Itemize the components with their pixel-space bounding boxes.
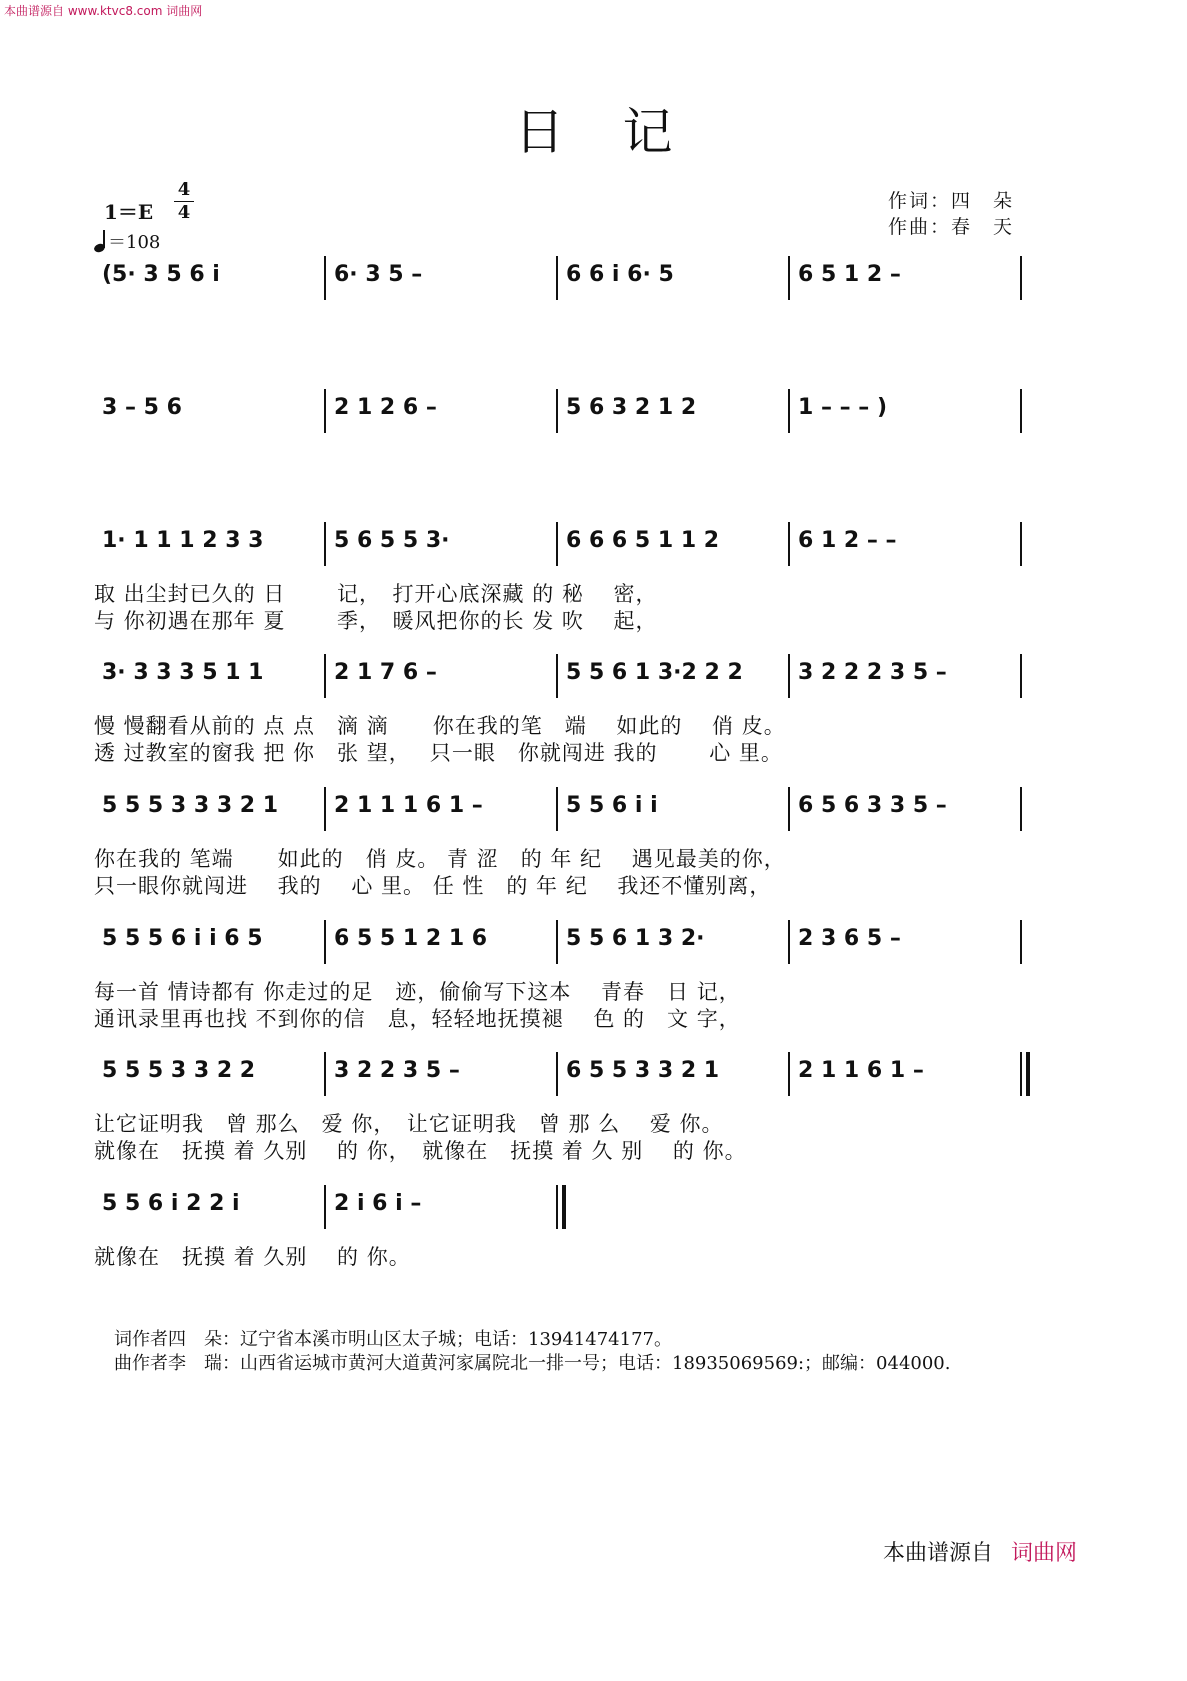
barline bbox=[324, 787, 326, 831]
watermark-site: 词曲网 bbox=[1010, 1541, 1077, 1566]
measure: 6 5 6 3 3 5 – bbox=[798, 793, 947, 818]
composer-contact: 曲作者李 瑞：山西省运城市黄河大道黄河家属院北一排一号；电话：18935069569:；邮编：044000. bbox=[114, 1353, 951, 1374]
measure: 6 6 i 6· 5 bbox=[566, 262, 674, 287]
barline bbox=[556, 654, 558, 698]
song-title: 日记 bbox=[514, 103, 731, 161]
measure: 6 5 1 2 – bbox=[798, 262, 901, 287]
measure: 2 i 6 i – bbox=[334, 1191, 422, 1216]
barline bbox=[1020, 256, 1022, 300]
measure: 2 1 2 6 – bbox=[334, 395, 437, 420]
score-row bbox=[94, 793, 1034, 897]
author-info bbox=[114, 1328, 950, 1376]
barline bbox=[556, 787, 558, 831]
barline bbox=[1020, 920, 1022, 964]
score-row bbox=[94, 1058, 1034, 1162]
measure: 5 5 6 i i bbox=[566, 793, 658, 818]
meter-top: 4 bbox=[177, 179, 191, 200]
watermark-top: 本曲谱源自 www.ktvc8.com 词曲网 bbox=[4, 4, 203, 18]
score-row bbox=[94, 528, 1034, 632]
measure: (5· 3 5 6 i bbox=[102, 262, 220, 287]
measure: 6 6 6 5 1 1 2 bbox=[566, 528, 720, 553]
lyric-line: 每一首 情诗都有 你走过的足 迹，偷偷写下这本 青春 日 记， bbox=[94, 980, 741, 1004]
barline bbox=[788, 389, 790, 433]
score-row bbox=[94, 262, 1034, 302]
barline bbox=[1020, 522, 1022, 566]
lyric-line: 慢 慢翻看从前的 点 点 滴 滴 你在我的笔 端 如此的 俏 皮。 bbox=[94, 714, 786, 738]
lyricist-contact: 词作者四 朵：辽宁省本溪市明山区太子城；电话：13941474177。 bbox=[114, 1329, 672, 1350]
barline bbox=[556, 1052, 558, 1096]
barline bbox=[1020, 1052, 1022, 1096]
barline bbox=[324, 920, 326, 964]
measure: 5 5 6 i 2 2 i bbox=[102, 1191, 240, 1216]
barline bbox=[556, 522, 558, 566]
barline bbox=[324, 522, 326, 566]
notes-line bbox=[94, 1058, 1034, 1098]
notes-line bbox=[94, 262, 1034, 302]
measure: 5 5 5 3 3 2 2 bbox=[102, 1058, 256, 1083]
barline bbox=[788, 654, 790, 698]
lyric-line: 透 过教室的窗我 把 你 张 望， 只一眼 你就闯进 我的 心 里。 bbox=[94, 741, 783, 765]
barline bbox=[1020, 389, 1022, 433]
barline bbox=[788, 256, 790, 300]
lyric-line: 让它证明我 曾 那么 爱 你， 让它证明我 曾 那 么 爱 你。 bbox=[94, 1112, 724, 1136]
measure: 2 3 6 5 – bbox=[798, 926, 901, 951]
barline bbox=[1020, 654, 1022, 698]
notes-line bbox=[94, 660, 1034, 700]
measure: 6 5 5 1 2 1 6 bbox=[334, 926, 488, 951]
lyric-line: 就像在 抚摸 着 久别 的 你。 bbox=[94, 1245, 411, 1269]
credits bbox=[888, 188, 1014, 240]
notes-line bbox=[94, 926, 1034, 966]
notes-line bbox=[94, 1191, 1034, 1231]
barline bbox=[788, 920, 790, 964]
measure: 5 5 6 1 3·2 2 2 bbox=[566, 660, 743, 685]
measure: 2 1 7 6 – bbox=[334, 660, 437, 685]
measure: 5 5 6 1 3 2· bbox=[566, 926, 705, 951]
time-signature bbox=[174, 180, 194, 223]
measure: 3 2 2 3 5 – bbox=[334, 1058, 460, 1083]
barline bbox=[556, 256, 558, 300]
measure: 1· 1 1 1 2 3 3 bbox=[102, 528, 264, 553]
barline bbox=[556, 920, 558, 964]
lyric-line: 取 出尘封已久的 日 记， 打开心底深藏 的 秘 密， bbox=[94, 582, 658, 606]
lyric-line: 你在我的 笔端 如此的 俏 皮。 青 涩 的 年 纪 遇见最美的你， bbox=[94, 847, 786, 871]
measure: 5 5 5 6 i i 6 5 bbox=[102, 926, 263, 951]
barline bbox=[788, 522, 790, 566]
measure: 2 1 1 1 6 1 – bbox=[334, 793, 483, 818]
notes-line bbox=[94, 793, 1034, 833]
lyric-line: 通讯录里再也找 不到你的信 息，轻轻地抚摸褪 色 的 文 字， bbox=[94, 1007, 741, 1031]
notes-line bbox=[94, 528, 1034, 568]
tempo-value: ＝108 bbox=[108, 232, 161, 253]
barline bbox=[556, 1185, 558, 1229]
barline bbox=[788, 787, 790, 831]
barline bbox=[324, 389, 326, 433]
lyricist-credit: 作词：四 朵 bbox=[888, 190, 1015, 212]
lyric-line: 与 你初遇在那年 夏 季， 暖风把你的长 发 吹 起， bbox=[94, 609, 658, 633]
barline bbox=[324, 1052, 326, 1096]
tempo-marking bbox=[94, 228, 160, 254]
measure: 5 5 5 3 3 3 2 1 bbox=[102, 793, 279, 818]
measure: 6· 3 5 – bbox=[334, 262, 423, 287]
barline bbox=[324, 1185, 326, 1229]
final-barline bbox=[562, 1185, 566, 1229]
score-row bbox=[94, 660, 1034, 764]
composer-credit: 作曲：春 天 bbox=[888, 216, 1015, 238]
measure: 5 6 3 2 1 2 bbox=[566, 395, 697, 420]
lyric-line: 只一眼你就闯进 我的 心 里。 任 性 的 年 纪 我还不懂别离， bbox=[94, 874, 772, 898]
measure: 6 5 5 3 3 2 1 bbox=[566, 1058, 720, 1083]
score-row bbox=[94, 395, 1034, 435]
repeat-barline bbox=[1026, 1052, 1030, 1096]
lyric-line: 就像在 抚摸 着 久别 的 你， 就像在 抚摸 着 久 别 的 你。 bbox=[94, 1139, 747, 1163]
barline bbox=[324, 256, 326, 300]
notes-line bbox=[94, 395, 1034, 435]
watermark-brand: 本曲谱源自 bbox=[882, 1541, 993, 1566]
measure: 3 2 2 2 3 5 – bbox=[798, 660, 947, 685]
score-row bbox=[94, 926, 1034, 1030]
score-row bbox=[94, 1191, 1034, 1268]
meter-bottom: 4 bbox=[177, 202, 191, 223]
measure: 1 – – – ) bbox=[798, 395, 887, 420]
quarter-note-icon bbox=[94, 230, 108, 252]
key-signature: 1＝E bbox=[104, 200, 154, 224]
watermark-bottom bbox=[883, 1536, 1077, 1567]
barline bbox=[556, 389, 558, 433]
measure: 6 1 2 – – bbox=[798, 528, 897, 553]
barline bbox=[1020, 787, 1022, 831]
barline bbox=[788, 1052, 790, 1096]
measure: 3 – 5 6 bbox=[102, 395, 182, 420]
measure: 5 6 5 5 3· bbox=[334, 528, 450, 553]
measure: 2 1 1 6 1 – bbox=[798, 1058, 924, 1083]
measure: 3· 3 3 3 5 1 1 bbox=[102, 660, 264, 685]
barline bbox=[324, 654, 326, 698]
